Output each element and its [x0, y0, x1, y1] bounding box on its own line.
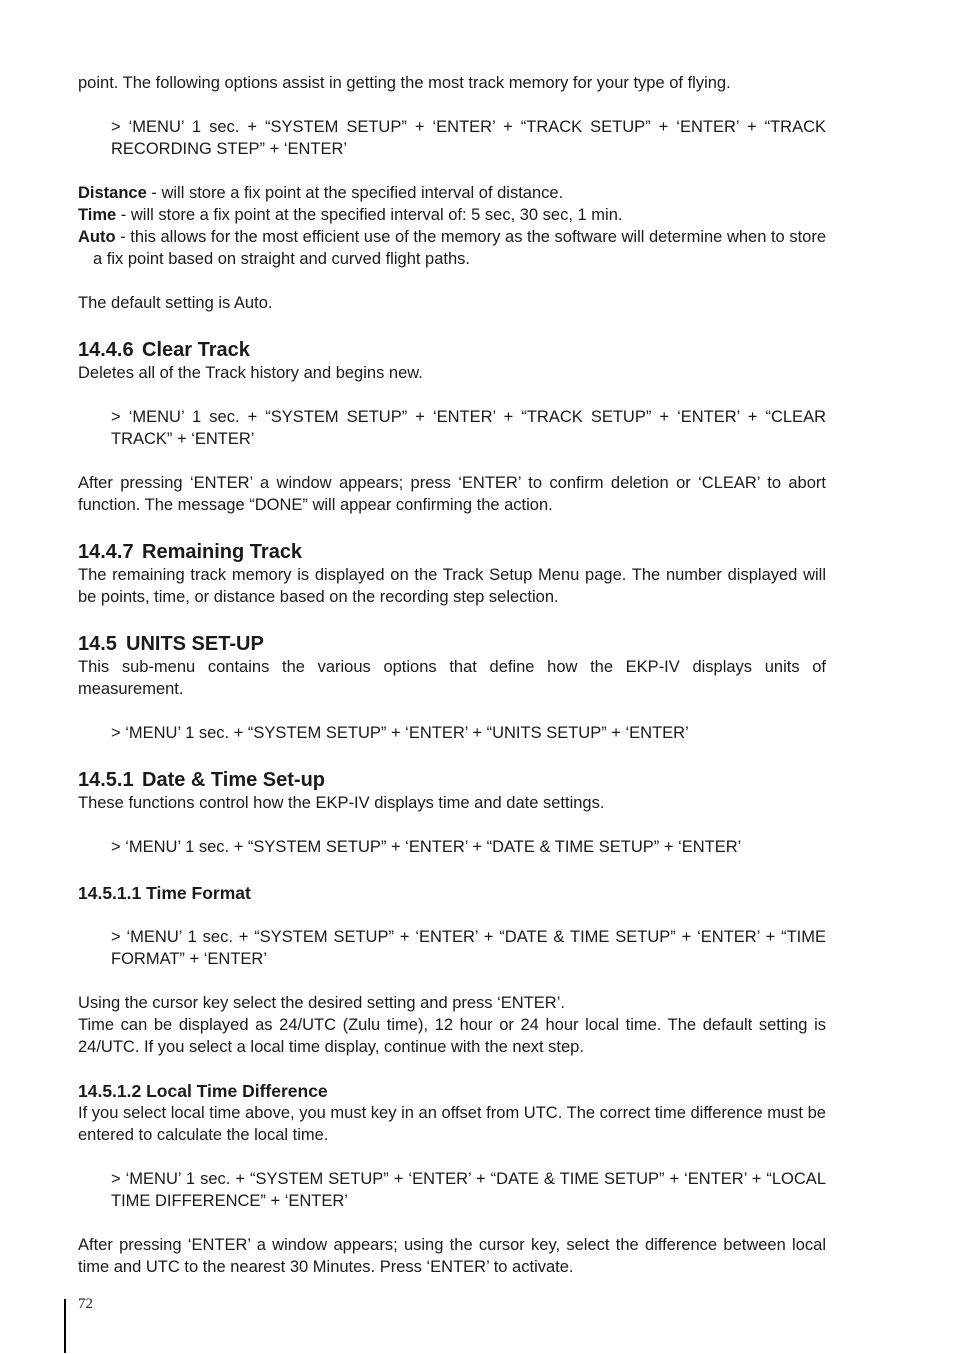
- intro-paragraph: point. The following options assist in getting the most track memory for your type of flying.: [78, 74, 731, 92]
- default-setting-note: The default setting is Auto.: [78, 294, 273, 312]
- heading-local-time-difference: 14.5.1.2 Local Time Difference: [78, 1081, 328, 1101]
- units-setup-desc: This sub-menu contains the various options that define how the EKP-IV displays units of measurement.: [78, 658, 826, 698]
- time-format-p2: Time can be displayed as 24/UTC (Zulu time), 12 hour or 24 hour local time. The default setting is 24/UTC. If you select a local time display, continue with the next step.: [78, 1016, 826, 1056]
- local-time-after: After pressing ‘ENTER’ a window appears; using the cursor key, select the difference between local time and UTC to the nearest 30 Minutes. Press ‘ENTER’ to activate.: [78, 1236, 826, 1276]
- remaining-track-desc: The remaining track memory is displayed on the Track Setup Menu page. The number displayed will be points, time, or distance based on the recording step selection.: [78, 566, 826, 606]
- heading-time-format: 14.5.1.1 Time Format: [78, 883, 251, 903]
- local-time-desc: If you select local time above, you must key in an offset from UTC. The correct time difference must be entered to calculate the local time.: [78, 1104, 826, 1144]
- command-local-time-difference: > ‘MENU’ 1 sec. + “SYSTEM SETUP” + ‘ENTER’ + “DATE & TIME SETUP” + ‘ENTER’ + “LOCAL TIME DIFFERENCE” + ‘ENTER’: [111, 1170, 826, 1210]
- command-track-recording-step: > ‘MENU’ 1 sec. + “SYSTEM SETUP” + ‘ENTER’ + “TRACK SETUP” + ‘ENTER’ + “TRACK RECORDING STEP” + ‘ENTER’: [111, 118, 826, 158]
- time-format-p1: Using the cursor key select the desired setting and press ‘ENTER’.: [78, 994, 565, 1012]
- clear-track-after: After pressing ‘ENTER’ a window appears; press ‘ENTER’ to confirm deletion or ‘CLEAR’ to abort function. The message “DONE” will appear confirming the action.: [78, 474, 826, 514]
- date-time-desc: These functions control how the EKP-IV displays time and date settings.: [78, 794, 605, 812]
- command-date-time-setup: > ‘MENU’ 1 sec. + “SYSTEM SETUP” + ‘ENTER’ + “DATE & TIME SETUP” + ‘ENTER’: [111, 838, 742, 856]
- command-time-format: > ‘MENU’ 1 sec. + “SYSTEM SETUP” + ‘ENTER’ + “DATE & TIME SETUP” + ‘ENTER’ + “TIME FORMAT” + ‘ENTER’: [111, 928, 826, 968]
- page-number: 72: [78, 1296, 93, 1312]
- footer-rule: [64, 1299, 66, 1353]
- heading-remaining-track: 14.4.7 Remaining Track: [78, 541, 303, 563]
- clear-track-desc: Deletes all of the Track history and begins new.: [78, 364, 423, 382]
- option-auto-label: Auto: [78, 228, 116, 246]
- heading-units-setup: 14.5 UNITS SET-UP: [78, 633, 264, 655]
- heading-clear-track: 14.4.6 Clear Track: [78, 339, 250, 361]
- option-time: Time - will store a fix point at the specified interval of: 5 sec, 30 sec, 1 min.: [78, 206, 623, 224]
- page-body: [78, 72, 826, 1278]
- option-distance: Distance - will store a fix point at the specified interval of distance.: [78, 184, 564, 202]
- heading-date-time-setup: 14.5.1 Date & Time Set-up: [78, 769, 325, 791]
- command-clear-track: > ‘MENU’ 1 sec. + “SYSTEM SETUP” + ‘ENTER’ + “TRACK SETUP” + ‘ENTER’ + “CLEAR TRACK” + ‘ENTER’: [111, 408, 826, 448]
- option-distance-label: Distance: [78, 184, 147, 202]
- command-units-setup: > ‘MENU’ 1 sec. + “SYSTEM SETUP” + ‘ENTER’ + “UNITS SETUP” + ‘ENTER’: [111, 724, 689, 742]
- option-time-label: Time: [78, 206, 117, 224]
- option-auto: Auto - this allows for the most efficient use of the memory as the software will determine when to store a fix point based on straight and curved flight paths.: [78, 228, 826, 268]
